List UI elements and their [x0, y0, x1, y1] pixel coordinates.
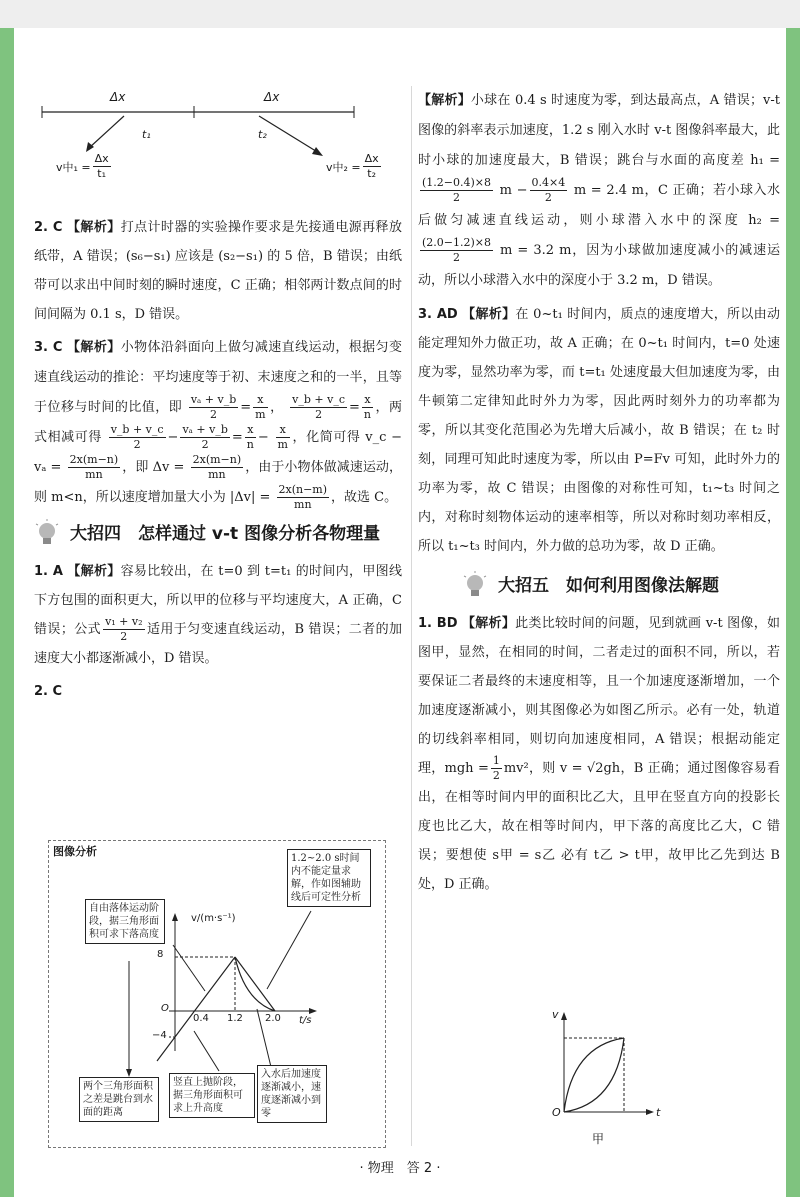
- q2c-frac3-den: 2: [453, 251, 460, 264]
- q2-continued: [418, 86, 780, 296]
- frac5-den: 2: [133, 438, 141, 451]
- jia-t-label: t: [656, 1106, 661, 1119]
- q3-comma-1: ，: [269, 400, 284, 415]
- v2-denominator: t₂: [367, 167, 377, 180]
- arrow-left-head: [86, 142, 94, 152]
- q2c-frac1-num: (1.2−0.4)×8: [422, 176, 492, 189]
- q2c-frac2-den: 2: [544, 191, 552, 204]
- callout-4: [194, 1031, 219, 1071]
- note-into-water: 入水后加速度逐渐减小，速度逐渐减小到零: [257, 1065, 327, 1123]
- s4-q1-tag: 【解析】: [67, 564, 121, 579]
- y-tick-8: 8: [157, 949, 164, 960]
- arrow-left: [89, 116, 124, 148]
- q2c-frac2-num: 0.4×4: [531, 176, 566, 189]
- dx-right-label: Δx: [264, 90, 280, 104]
- jia-v-label: v: [552, 1008, 559, 1021]
- s5-q1-text-1: 此类比较时间的问题，见到就画 v-t 图像，如图甲，显然，在相同的时间，二者走过的面积不同，所以，若要保证二者最终的末速度相等，且一个加速度逐渐增加，一个加速度逐渐减小，则其图像必为如图乙所示。必有一处，轨道的切线斜率相同，则切向加速度相同，A 错误；根据动能定理，mgh =: [418, 616, 780, 776]
- s4-frac-den: 2: [120, 630, 128, 643]
- s4-q1-text-2: 适用于匀变速直线运动，B 错误；二者的加速度大小都逐渐减小，D 错误。: [34, 622, 402, 666]
- s4-q1-number: 1. A: [34, 564, 63, 579]
- right-border: [786, 28, 800, 1197]
- q3-ad-number: 3. AD: [418, 307, 458, 322]
- callout-3-arrow: [126, 1069, 132, 1077]
- q2c-text-2: m −: [495, 183, 528, 198]
- right-column: [418, 86, 780, 899]
- q3-number: 3. C: [34, 340, 63, 355]
- origin-label: O: [161, 1003, 169, 1014]
- section-5-title: 大招五 如何利用图像法解题: [498, 575, 719, 596]
- section-4-title: 大招四 怎样通过 v-t 图像分析各物理量: [70, 523, 381, 544]
- q2c-text-4: m = 3.2 m，因为小球做加速度减小的减速运动，所以小球潜入水中的深度小于 3.2 m，D 错误。: [418, 243, 780, 288]
- q2-tag: 【解析】: [67, 220, 121, 235]
- y-tick-neg4: −4: [152, 1030, 167, 1041]
- callout-1: [173, 945, 205, 991]
- v1-denominator: t₁: [97, 167, 107, 180]
- q3-eq-1: =: [240, 400, 252, 415]
- v2-formula: [326, 152, 383, 181]
- q2c-frac1-den: 2: [453, 191, 460, 204]
- dx-left-label: Δx: [110, 90, 126, 104]
- q2-number: 2. C: [34, 220, 63, 235]
- rise-line: [175, 957, 235, 1037]
- s4-frac-num: v₁ + v₂: [105, 615, 143, 628]
- x-tick-04: 0.4: [193, 1013, 209, 1024]
- left-column: [34, 213, 402, 706]
- q3-text-6: ，故选 C。: [331, 490, 398, 505]
- frac9-num: 2x(m−n): [69, 453, 119, 466]
- s5-q1-tag: 【解析】: [461, 616, 516, 631]
- frac11-num: 2x(n−m): [278, 483, 328, 496]
- s5-frac-num: 1: [492, 754, 500, 767]
- frac10-num: 2x(m−n): [192, 453, 242, 466]
- s4-q2-answer: [34, 677, 402, 706]
- s5-frac-den: 2: [492, 769, 500, 782]
- v1-formula: [56, 152, 113, 181]
- displacement-diagram: [14, 28, 404, 208]
- column-divider: [411, 86, 412, 1146]
- frac7-den: n: [246, 438, 254, 451]
- q3-text-3: ，化简可得 v_c − vₐ =: [34, 430, 402, 475]
- note-height-difference: 两个三角形面积之差是跳台到水面的距离: [79, 1077, 159, 1122]
- q3-answer: [34, 333, 402, 513]
- s5-q1-answer: [418, 609, 780, 899]
- lightbulb-icon: [462, 571, 488, 601]
- q3-text-2: ，两式相减可得: [34, 400, 402, 445]
- q2-text: 打点计时器的实验操作要求是先接通电源再释放纸带，A 错误；(s₆−s₁) 应该是 (s₂−s₁) 的 5 倍，B 错误；由纸带可以求出中间时刻的瞬时速度，C 正确；相邻两计数点间的时间间隔为 0.1 s，D 错误。: [34, 220, 402, 322]
- x-tick-12: 1.2: [227, 1013, 243, 1024]
- frac4-den: n: [363, 408, 372, 421]
- s5-q1-text-2: mv²，则 v = √2gh，B 正确；通过图像容易看出，在相等时间内甲的面积比乙大，且甲在竖直方向的投影长度也比乙大，故在相等时间内，甲下落的高度比乙大，C 错误；要想使 s甲 = s乙 必有 t乙 > t甲，故甲比乙先到达 B 处，D 正确。: [418, 761, 781, 892]
- frac8-num: x: [276, 423, 290, 438]
- t2-label: t₂: [258, 128, 267, 141]
- q3-eq-2: =: [349, 400, 360, 415]
- q3-minus-1: −: [167, 430, 179, 445]
- analysis-title: 图像分析: [53, 845, 97, 858]
- frac6-num: vₐ + v_b: [182, 423, 228, 436]
- callout-2: [267, 911, 311, 989]
- s4-q1-answer: [34, 557, 402, 673]
- q3-minus-2: −: [257, 430, 269, 445]
- q3-ad-text: 在 0~t₁ 时间内，质点的速度增大，所以由动能定理知外力做正功，故 A 正确；在 0~t₁ 时间内，t=0 处速度为零，显然功率为零，而 t=t₁ 处速度最大但加速度为零，由牛顿第二定律知此时外力为零，因此两时刻外力的功率都为零，所以其变化范围必为先增大后减小，故 B 错误；在 t₂ 时刻，同理可知此时速度为零，所以由 P=Fv 可知，此时外力的功率为零，故 C 错误；由图像的对称性可知，t₁~t₃ 时间之内，对称时刻物体运动的速率相等，所以对称时刻功率相反，所以 t₁~t₃ 时间内，外力做的总功为零，故 D 正确。: [418, 307, 780, 554]
- x-axis-arrow: [309, 1008, 317, 1014]
- arrow-right: [259, 116, 319, 153]
- frac4-num: x: [362, 393, 373, 408]
- q2c-tag: 【解析】: [418, 93, 471, 108]
- image-analysis-figure: [48, 840, 386, 1148]
- note-upward-throw: 竖直上抛阶段，据三角形面积可求上升高度: [169, 1073, 255, 1118]
- left-border: [0, 28, 14, 1197]
- jia-lower-curve: [564, 1038, 624, 1112]
- arrow-right-head: [312, 147, 323, 156]
- q3-tag: 【解析】: [67, 340, 121, 355]
- frac6-den: 2: [201, 438, 209, 451]
- frac7-num: x: [245, 423, 256, 438]
- q2-answer: [34, 213, 402, 329]
- x-tick-20: 2.0: [265, 1013, 281, 1024]
- frac3-den: 2: [315, 408, 323, 421]
- frac1-den: 2: [210, 408, 218, 421]
- frac1-num: vₐ + v_b: [190, 393, 237, 406]
- note-free-fall: 自由落体运动阶段，据三角形面积可求下落高度: [85, 899, 165, 944]
- q2c-text-1: 小球在 0.4 s 时速度为零，到达最高点，A 错误；v-t 图像的斜率表示加速度，1.2 s 刚入水时 v-t 图像斜率最大，此时小球的加速度最大，B 错误；跳台与水面的高度差 h₁ =: [418, 93, 780, 168]
- frac2-num: x: [253, 393, 267, 408]
- frac11-den: mn: [294, 498, 312, 511]
- s4-q1-text-1: 容易比较出，在 t=0 到 t=t₁ 的时间内，甲图线下方包围的面积更大，所以甲的位移与平均速度大，A 正确，C 错误；公式: [34, 564, 402, 637]
- frac10-den: mn: [208, 468, 226, 481]
- jia-x-arrow: [646, 1109, 654, 1115]
- q3-text-4: ，即 Δv =: [122, 460, 185, 475]
- note-qualitative: 1.2~2.0 s时间内不能定量求解，作如图辅助线后可定性分析: [287, 849, 371, 907]
- q3-ad-answer: [418, 300, 780, 561]
- page-footer: · 物理 答 2 ·: [359, 1161, 441, 1176]
- v1-label: v中₁ =: [56, 160, 91, 174]
- jia-y-arrow: [561, 1012, 567, 1020]
- q3-text-1: 小物体沿斜面向上做匀减速直线运动，根据匀变速直线运动的推论：平均速度等于初、末速度之和的一半，且等于位移与时间的比值，即: [34, 340, 402, 415]
- v1-numerator: Δx: [94, 152, 109, 165]
- frac9-den: mn: [85, 468, 103, 481]
- top-bar: [0, 0, 800, 28]
- jia-upper-curve: [564, 1038, 624, 1112]
- frac5-num: v_b + v_c: [110, 423, 164, 436]
- section-4-heading: [34, 519, 402, 549]
- q2c-frac3-num: (2.0−1.2)×8: [422, 236, 492, 249]
- lightbulb-icon: [34, 519, 60, 549]
- jia-caption: 甲: [592, 1132, 605, 1146]
- y-axis-arrow: [172, 913, 178, 921]
- frac8-den: m: [277, 438, 288, 451]
- s4-q2-number: 2. C: [34, 684, 63, 699]
- y-axis-label: v/(m·s⁻¹): [191, 913, 236, 924]
- graph-jia: [544, 1012, 664, 1132]
- q3-ad-tag: 【解析】: [462, 307, 516, 322]
- t1-label: t₁: [142, 128, 151, 141]
- answer-page: [14, 28, 786, 1197]
- v2-label: v中₂ =: [326, 160, 361, 174]
- q3-eq-3: =: [231, 430, 243, 445]
- x-axis-label: t/s: [299, 1015, 312, 1026]
- s5-q1-number: 1. BD: [418, 616, 458, 631]
- jia-origin-label: O: [552, 1106, 561, 1119]
- linear-decel-line: [235, 957, 275, 1011]
- q2c-text-3: m = 2.4 m，C 正确；若小球入水后做匀减速直线运动，则小球潜入水中的深度 h₂ =: [418, 183, 780, 228]
- frac3-num: v_b + v_c: [292, 393, 346, 406]
- q3-text-5: ，由于小物体做减速运动，则 m<n，所以速度增加量大小为 |Δv| =: [34, 460, 402, 505]
- section-5-heading: [462, 571, 780, 601]
- frac2-den: m: [255, 408, 266, 421]
- v2-numerator: Δx: [364, 152, 379, 165]
